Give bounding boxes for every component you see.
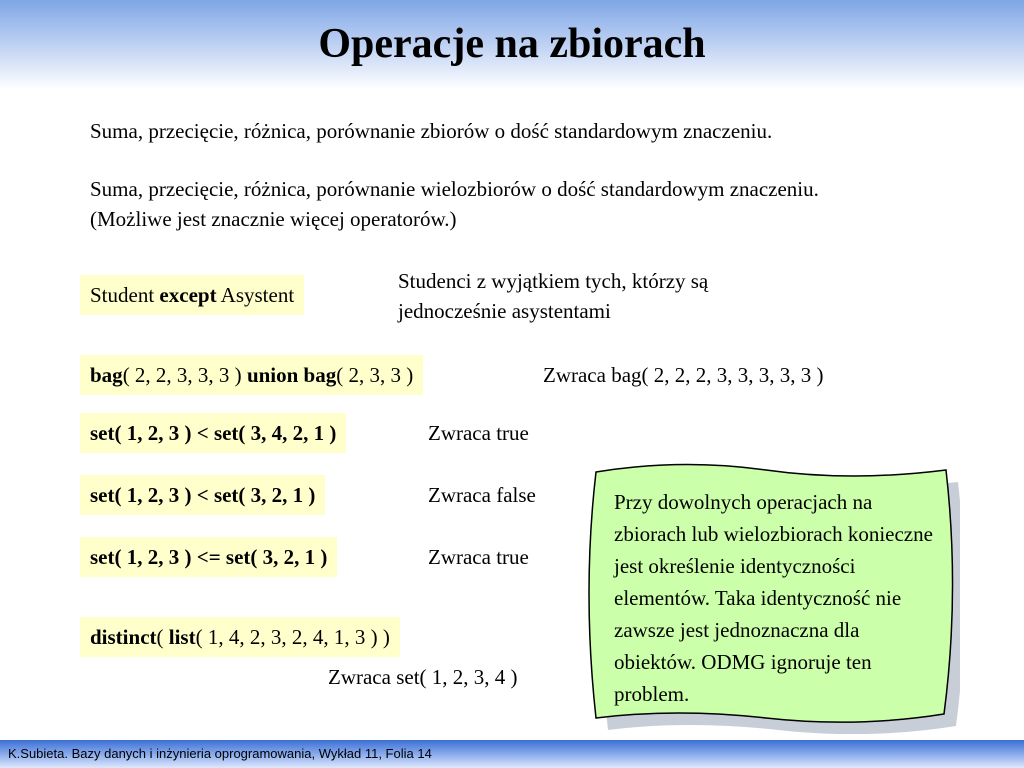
note-text: Przy dowolnych operacjach na zbiorach lub wielozbiorach konieczne jest określenie identyczności elementów. Taka identyczność nie zawsze jest jednoznaczna dla obiektów. ODMG ignoruje ten problem. xyxy=(614,490,933,706)
subset-result-1: Zwraca true xyxy=(428,421,529,445)
paragraph-bags: Suma, przecięcie, różnica, porównanie wielozbiorów o dość standardowym znaczeniu. (Możliwe jest znacznie więcej operatorów.) xyxy=(90,177,819,231)
subset-eq-result: Zwraca true xyxy=(428,545,529,569)
except-part1: Student xyxy=(90,283,160,307)
union-expression-box xyxy=(80,355,423,395)
except-expression-box xyxy=(80,275,304,315)
subset-expression-box-2: set( 1, 2, 3 ) < set( 3, 2, 1 ) xyxy=(80,475,325,515)
distinct-result: Zwraca set( 1, 2, 3, 4 ) xyxy=(328,665,518,689)
union-result: Zwraca bag( 2, 2, 2, 3, 3, 3, 3, 3 ) xyxy=(543,363,824,387)
subset-result-2: Zwraca false xyxy=(428,483,536,507)
except-keyword: except xyxy=(159,283,217,307)
except-part2: Asystent xyxy=(216,283,295,307)
except-result: Studenci z wyjątkiem tych, którzy są jednocześnie asystentami xyxy=(398,269,709,323)
paragraph-sets: Suma, przecięcie, różnica, porównanie zbiorów o dość standardowym znaczeniu. xyxy=(90,119,773,143)
distinct-kw-list: list xyxy=(168,625,196,649)
subset-eq-expression-box: set( 1, 2, 3 ) <= set( 3, 2, 1 ) xyxy=(80,537,337,577)
distinct-part2: ( 1, 4, 2, 3, 2, 4, 1, 3 ) ) xyxy=(195,625,390,649)
subset-expression-box-1: set( 1, 2, 3 ) < set( 3, 4, 2, 1 ) xyxy=(80,413,346,453)
distinct-part1: ( xyxy=(156,625,169,649)
slide-title: Operacje na zbiorach xyxy=(318,21,706,67)
union-kw-bag: bag xyxy=(90,363,123,387)
footer-text: K.Subieta. Bazy danych i inżynieria oprogramowania, Wykład 11, Folia 14 xyxy=(8,746,432,761)
note-callout xyxy=(586,462,960,734)
union-kw-union-bag: union bag xyxy=(246,363,337,387)
union-part1: ( 2, 2, 3, 3, 3 ) xyxy=(122,363,247,387)
distinct-kw: distinct xyxy=(90,625,157,649)
union-part2: ( 2, 3, 3 ) xyxy=(336,363,414,387)
distinct-expression-box xyxy=(80,617,400,657)
